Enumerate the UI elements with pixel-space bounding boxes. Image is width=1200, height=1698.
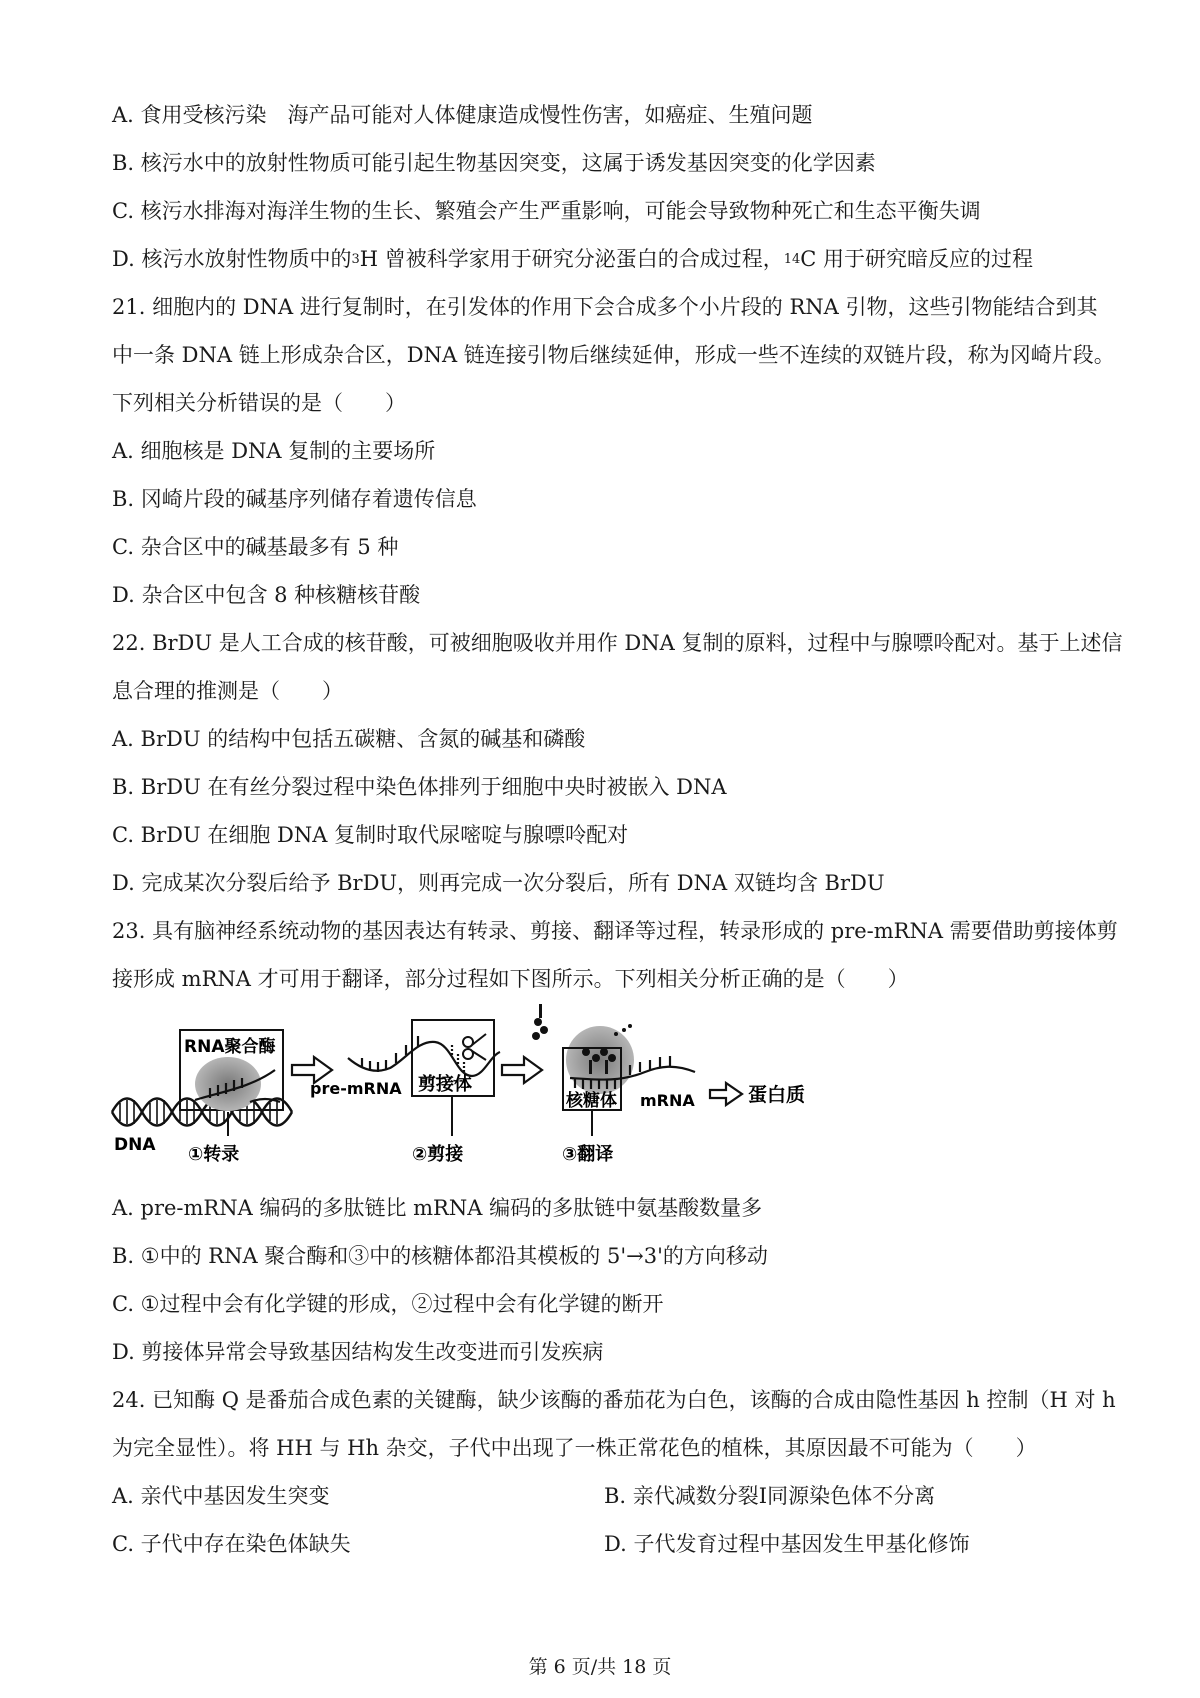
mrna-label: mRNA bbox=[640, 1091, 695, 1110]
q23-option-a: A. pre-mRNA 编码的多肽链比 mRNA 编码的多肽链中氨基酸数量多 bbox=[112, 1196, 763, 1220]
transcription-panel bbox=[112, 1030, 292, 1165]
q20-option-a: A. 食用受核污染 海产品可能对人体健康造成慢性伤害，如癌症、生殖问题 bbox=[112, 103, 813, 127]
trna-icon bbox=[532, 1004, 548, 1040]
q24-stem-line-1: 24. 已知酶 Q 是番茄合成色素的关键酶，缺少该酶的番茄花为白色，该酶的合成由隐性基因 h 控制（H 对 h bbox=[112, 1388, 1116, 1412]
q24-option-d: D. 子代发育过程中基因发生甲基化修饰 bbox=[604, 1532, 970, 1556]
q23-stem-line-2: 接形成 mRNA 才可用于翻译，部分过程如下图所示。下列相关分析正确的是（ ） bbox=[112, 967, 909, 991]
isotope-mass-3: 3 bbox=[351, 252, 360, 267]
q21-stem-line-1: 21. 细胞内的 DNA 进行复制时，在引发体的作用下会合成多个小片段的 RNA 引物，这些引物能结合到其 bbox=[112, 295, 1098, 319]
q21-option-c: C. 杂合区中的碱基最多有 5 种 bbox=[112, 535, 399, 559]
q21-option-d: D. 杂合区中包含 8 种核糖核苷酸 bbox=[112, 583, 421, 607]
step1-label: ①转录 bbox=[188, 1144, 240, 1165]
q22-stem-line-2: 息合理的推测是（ ） bbox=[112, 679, 343, 703]
q20-option-d bbox=[112, 244, 1033, 278]
q22-stem-line-1: 22. BrDU 是人工合成的核苷酸，可被细胞吸收并用作 DNA 复制的原料，过程中与腺嘌呤配对。基于上述信 bbox=[112, 631, 1123, 655]
q24-stem-line-2: 为完全显性）。将 HH 与 Hh 杂交，子代中出现了一株正常花色的植株，其原因最不可能为（ ） bbox=[112, 1436, 1037, 1460]
q20-option-d-text-2: H 曾被科学家用于研究分泌蛋白的合成过程， bbox=[359, 247, 784, 271]
scissors-icon bbox=[463, 1034, 486, 1060]
translation-panel bbox=[532, 1004, 805, 1165]
page-footer: 第 6 页/共 18 页 bbox=[528, 1656, 672, 1678]
ribosome-label: 核糖体 bbox=[566, 1091, 617, 1111]
isotope-mass-14: 14 bbox=[783, 252, 801, 267]
spliceosome-label: 剪接体 bbox=[418, 1074, 472, 1095]
q23-option-d: D. 剪接体异常会导致基因结构发生改变进而引发疾病 bbox=[112, 1340, 604, 1364]
pre-mrna-label: pre-mRNA bbox=[310, 1079, 402, 1098]
step2-label: ②剪接 bbox=[412, 1144, 464, 1165]
q21-option-b: B. 冈崎片段的碱基序列储存着遗传信息 bbox=[112, 487, 477, 511]
arrow-right-icon bbox=[710, 1083, 742, 1105]
q23-stem-line-1: 23. 具有脑神经系统动物的基因表达有转录、剪接、翻译等过程，转录形成的 pre-mRNA 需要借助剪接体剪 bbox=[112, 919, 1118, 943]
q23-option-c: C. ①过程中会有化学键的形成，②过程中会有化学键的断开 bbox=[112, 1292, 664, 1316]
dna-double-helix bbox=[112, 1099, 292, 1126]
q20-option-c: C. 核污水排海对海洋生物的生长、繁殖会产生严重影响，可能会导致物种死亡和生态平衡失调 bbox=[112, 199, 981, 223]
q20-option-d-text-1: D. 核污水放射性物质中的 bbox=[112, 247, 352, 271]
gene-expression-diagram bbox=[100, 1000, 920, 1180]
splicing-panel bbox=[310, 1020, 500, 1165]
q21-option-a: A. 细胞核是 DNA 复制的主要场所 bbox=[112, 439, 436, 463]
q21-stem-line-3: 下列相关分析错误的是（ ） bbox=[112, 391, 406, 415]
q20-option-d-text-3: C 用于研究暗反应的过程 bbox=[800, 247, 1034, 271]
q20-option-b: B. 核污水中的放射性物质可能引起生物基因突变，这属于诱发基因突变的化学因素 bbox=[112, 151, 876, 175]
q22-option-c: C. BrDU 在细胞 DNA 复制时取代尿嘧啶与腺嘌呤配对 bbox=[112, 823, 629, 847]
q24-option-c: C. 子代中存在染色体缺失 bbox=[112, 1532, 351, 1556]
q21-stem-line-2: 中一条 DNA 链上形成杂合区，DNA 链连接引物后继续延伸，形成一些不连续的双链片段，称为冈崎片段。 bbox=[112, 343, 1115, 367]
protein-label: 蛋白质 bbox=[748, 1084, 806, 1106]
arrow-right-icon bbox=[502, 1057, 542, 1083]
step3-label: ③翻译 bbox=[562, 1144, 614, 1165]
q24-option-b: B. 亲代减数分裂Ⅰ同源染色体不分离 bbox=[604, 1484, 936, 1508]
q22-option-d: D. 完成某次分裂后给予 BrDU，则再完成一次分裂后，所有 DNA 双链均含 BrDU bbox=[112, 871, 885, 895]
q23-option-b: B. ①中的 RNA 聚合酶和③中的核糖体都沿其模板的 5'→3'的方向移动 bbox=[112, 1244, 768, 1268]
q22-option-b: B. BrDU 在有丝分裂过程中染色体排列于细胞中央时被嵌入 DNA bbox=[112, 775, 727, 799]
rna-polymerase-label: RNA聚合酶 bbox=[184, 1037, 276, 1057]
q24-option-a: A. 亲代中基因发生突变 bbox=[112, 1484, 330, 1508]
dna-label: DNA bbox=[114, 1135, 156, 1155]
q22-option-a: A. BrDU 的结构中包括五碳糖、含氮的碱基和磷酸 bbox=[112, 727, 586, 751]
